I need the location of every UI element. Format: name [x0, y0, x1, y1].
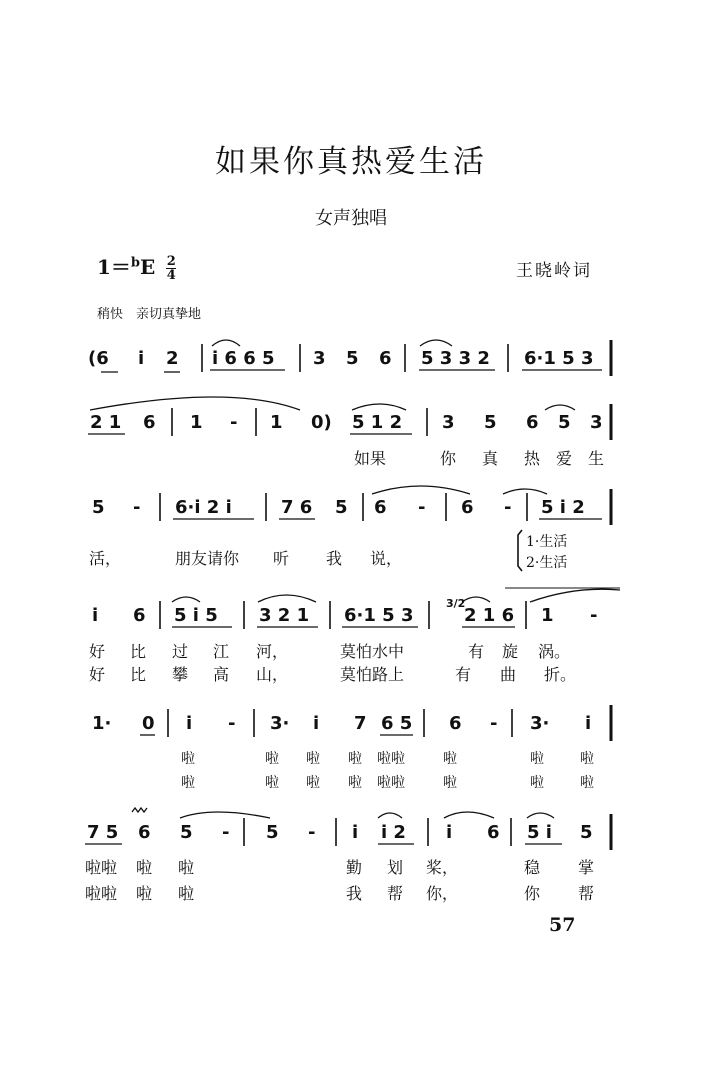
row4-lyric1-1: 好: [89, 642, 106, 661]
row2-lyric-1: 如果: [354, 449, 387, 468]
row3-lyric-1: 活，: [89, 549, 122, 568]
row4-note-5: 6·1 5 3: [344, 605, 414, 626]
row6-note-10: 6: [487, 822, 500, 843]
row1-note-7: 6: [379, 348, 392, 369]
row6-lyric2-6: 你，: [426, 884, 459, 903]
row6-note-12: 5: [580, 822, 593, 843]
row4-lyric1-8: 旋: [502, 642, 519, 661]
row4-lyric2-8: 曲: [500, 665, 517, 684]
row5-note-10: -: [490, 713, 498, 734]
row4-lyric1-3: 过: [172, 642, 189, 661]
row5-note-4: -: [228, 713, 236, 734]
row6-note-2: 6: [138, 822, 151, 843]
row3-note-7: -: [418, 497, 426, 518]
row5-lyric1-2: 啦: [265, 751, 279, 767]
row2-lyric-6: 生: [588, 449, 605, 468]
row6-lyric1-7: 稳: [524, 858, 541, 877]
row6-lyric2-4: 我: [346, 884, 363, 903]
row5-note-2: 0: [142, 713, 155, 734]
row5-note-5: 3·: [270, 713, 290, 734]
row3-lyric-4: 我: [326, 549, 343, 568]
row1-note-8: 5 3 3 2: [421, 348, 490, 369]
row4-lyric2-4: 高: [213, 665, 230, 684]
row2-note-4: -: [230, 412, 238, 433]
row5-lyric1-5: 啦啦: [377, 751, 405, 767]
row4-note-7: 1: [541, 605, 554, 626]
row4-lyric2-6: 莫怕路上: [340, 665, 405, 684]
row1-note-3: 2: [166, 348, 179, 369]
row2-lyric-5: 爱: [556, 449, 573, 468]
row1-note-6: 5: [346, 348, 359, 369]
row5-lyric2-1: 啦: [181, 775, 195, 791]
row5-note-11: 3·: [530, 713, 550, 734]
row2-note-5: 1: [270, 412, 283, 433]
row5-lyric2-2: 啦: [265, 775, 279, 791]
row5-note-12: i: [585, 713, 592, 734]
row4-lyric1-4: 江: [213, 642, 230, 661]
key-prefix: 1＝: [97, 255, 131, 279]
row6-lyric2-2: 啦: [136, 884, 153, 903]
row2-note-2: 6: [143, 412, 156, 433]
row5-note-7: 7: [354, 713, 367, 734]
row5-note-1: 1·: [92, 713, 112, 734]
row4-lyric2-3: 攀: [172, 665, 189, 684]
row6-note-3: 5: [180, 822, 193, 843]
row1-note-9: 6·1 5 3: [524, 348, 594, 369]
row5-note-3: i: [186, 713, 193, 734]
first-ending: 1·生活: [526, 534, 568, 550]
row5-lyric1-1: 啦: [181, 751, 195, 767]
song-subtitle: 女声独唱: [315, 208, 387, 229]
row5-lyric2-7: 啦: [530, 775, 544, 791]
row3-note-9: -: [504, 497, 512, 518]
row6-note-8: i 2: [381, 822, 406, 843]
second-ending: 2·生活: [526, 555, 568, 571]
row2-note-3: 1: [190, 412, 203, 433]
row5-lyric2-8: 啦: [580, 775, 594, 791]
row6-lyric2-1: 啦啦: [85, 884, 118, 903]
row4-lyric2-7: 有: [455, 665, 472, 684]
row1-note-5: 3: [313, 348, 326, 369]
row6-note-1: 7 5: [87, 822, 119, 843]
row2-note-6: 0): [311, 412, 332, 433]
row4-lyric1-9: 涡。: [538, 642, 571, 661]
row2-lyric-3: 真: [482, 449, 499, 468]
row5-lyric1-3: 啦: [306, 751, 320, 767]
row6-lyric1-4: 勤: [346, 858, 363, 877]
flat-sign: b: [130, 255, 141, 271]
row1-note-1: (6: [88, 348, 109, 369]
row3-note-2: -: [133, 497, 141, 518]
row2-note-10: 6: [526, 412, 539, 433]
row3-note-10: 5 i 2: [541, 497, 585, 518]
row5-note-9: 6: [449, 713, 462, 734]
row4-note-8: -: [590, 605, 598, 626]
meter-change: 3/2: [446, 597, 466, 610]
row4-lyric2-2: 比: [130, 665, 147, 684]
row6-note-7: i: [352, 822, 359, 843]
row6-lyric2-8: 帮: [578, 884, 595, 903]
row4-lyric1-5: 河，: [256, 642, 289, 661]
row4-note-6: 2 1 6: [464, 605, 515, 626]
row2-lyric-4: 热: [524, 449, 541, 468]
tempo-marking: 稍快 亲切真挚地: [97, 307, 202, 322]
row3-note-1: 5: [92, 497, 105, 518]
row5-lyric2-3: 啦: [306, 775, 320, 791]
time-denominator: 4: [166, 268, 176, 283]
row3-note-4: 7 6: [281, 497, 313, 518]
row4-note-3: 5 i 5: [174, 605, 218, 626]
row6-lyric1-6: 桨，: [426, 858, 459, 877]
row6-note-11: 5 i: [527, 822, 552, 843]
row6-note-6: -: [308, 822, 316, 843]
row3-note-5: 5: [335, 497, 348, 518]
row6-lyric2-5: 帮: [387, 884, 404, 903]
row2-lyric-2: 你: [440, 449, 457, 468]
row2-note-9: 5: [484, 412, 497, 433]
row5-lyric2-6: 啦: [443, 775, 457, 791]
row3-lyric-5: 说，: [370, 549, 403, 568]
row6-note-4: -: [222, 822, 230, 843]
row3-note-6: 6: [374, 497, 387, 518]
row3-lyric-3: 听: [273, 549, 290, 568]
key-note: E: [140, 255, 156, 279]
row5-lyric1-7: 啦: [530, 751, 544, 767]
row4-lyric2-5: 山，: [256, 665, 289, 684]
row1-note-4: i 6 6 5: [212, 348, 275, 369]
row4-lyric1-7: 有: [468, 642, 485, 661]
row3-note-8: 6: [461, 497, 474, 518]
row6-lyric1-3: 啦: [178, 858, 195, 877]
row5-lyric1-6: 啦: [443, 751, 457, 767]
row5-note-6: i: [313, 713, 320, 734]
row1-note-2: i: [138, 348, 145, 369]
row4-note-4: 3 2 1: [259, 605, 310, 626]
row6-lyric2-7: 你: [524, 884, 541, 903]
row5-lyric1-4: 啦: [348, 751, 362, 767]
row6-lyric1-1: 啦啦: [85, 858, 118, 877]
row4-lyric2-1: 好: [89, 665, 106, 684]
page-number: 57: [549, 914, 576, 936]
row6-note-5: 5: [266, 822, 279, 843]
row2-note-12: 3: [590, 412, 603, 433]
row2-note-7: 5 1 2: [352, 412, 403, 433]
row6-lyric1-8: 掌: [578, 858, 595, 877]
row2-note-1: 2 1: [90, 412, 122, 433]
row3-note-3: 6·i 2 i: [175, 497, 232, 518]
row2-note-11: 5: [558, 412, 571, 433]
row5-lyric2-4: 啦: [348, 775, 362, 791]
row4-lyric1-2: 比: [130, 642, 147, 661]
lyricist-credit: 王晓岭词: [516, 261, 592, 281]
row6-lyric1-5: 划: [387, 858, 404, 877]
row6-lyric1-2: 啦: [136, 858, 153, 877]
row6-note-9: i: [446, 822, 453, 843]
row6-lyric2-3: 啦: [178, 884, 195, 903]
row4-lyric2-9: 折。: [544, 665, 577, 684]
row4-note-1: i: [92, 605, 99, 626]
row5-lyric1-8: 啦: [580, 751, 594, 767]
time-numerator: 2: [166, 254, 176, 269]
row3-lyric-2: 朋友请你: [175, 549, 240, 568]
song-title: 如果你真热爱生活: [215, 144, 487, 180]
row4-lyric1-6: 莫怕水中: [340, 642, 405, 661]
row2-note-8: 3: [442, 412, 455, 433]
row4-note-2: 6: [133, 605, 146, 626]
row5-note-8: 6 5: [381, 713, 413, 734]
row5-lyric2-5: 啦啦: [377, 775, 405, 791]
